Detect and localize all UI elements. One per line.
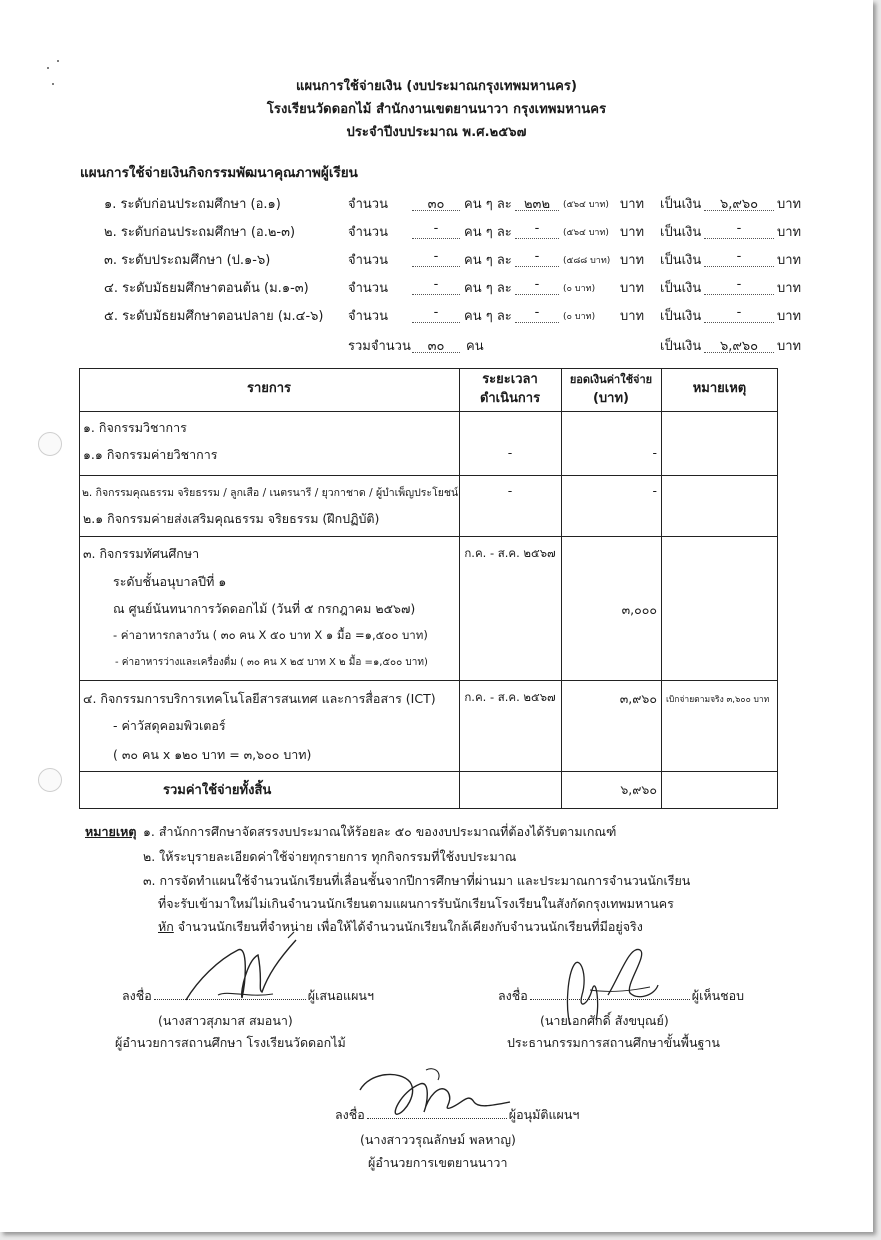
- note-item: ที่จะรับเข้ามาใหม่ไม่เกินจำนวนนักเรียนตามแผนการรับนักเรียนโรงเรียนในสังกัดกรุงเทพมหานคร: [158, 896, 674, 911]
- item-line: - ค่าอาหารกลางวัน ( ๓๐ คน X ๕๐ บาท X ๑ มื้อ =๑,๕๐๐ บาท): [113, 628, 428, 642]
- grand-total-label: รวมค่าใช้จ่ายทั้งสิ้น: [163, 783, 272, 798]
- item-line: - ค่าวัสดุคอมพิวเตอร์: [113, 718, 226, 733]
- item-line: ระดับชั้นอนุบาลปีที่ ๑: [113, 574, 227, 589]
- baht-label: บาท: [620, 253, 645, 268]
- signer-position-left: ผู้อำนวยการสถานศึกษา โรงเรียนวัดดอกไม้: [115, 1035, 346, 1050]
- level-amount: -: [704, 249, 774, 267]
- sign-prefix: ลงชื่อ: [498, 988, 528, 1003]
- total-count: ๓๐: [412, 335, 460, 353]
- totals-row: [0, 335, 873, 359]
- column-divider: [661, 368, 662, 809]
- item-line: ๒.๑ กิจกรรมค่ายส่งเสริมคุณธรรม จริยธรรม (ฝึกปฏิบัติ): [83, 511, 380, 526]
- persons-each-label: คน ๆ ละ: [464, 281, 512, 296]
- level-row: [0, 221, 873, 245]
- baht-label: บาท: [620, 309, 645, 324]
- section-title: แผนการใช้จ่ายเงินกิจกรรมพัฒนาคุณภาพผู้เรียน: [80, 165, 358, 181]
- role-suffix: ผู้เห็นชอบ: [691, 988, 745, 1003]
- level-count: -: [412, 249, 460, 267]
- role-suffix: ผู้อนุมัติแผนฯ: [508, 1107, 580, 1122]
- table-border: [79, 368, 80, 809]
- level-row: [0, 305, 873, 329]
- level-rate: -: [515, 249, 559, 267]
- header-budget-2: (บาท): [592, 391, 629, 406]
- baht-label: บาท: [620, 225, 645, 240]
- baht-label: บาท: [777, 225, 802, 240]
- level-row: [0, 193, 873, 217]
- signature-image-bottom: [350, 1062, 520, 1131]
- baht-label: บาท: [777, 281, 802, 296]
- item-line: - ค่าอาหารว่างและเครื่องดื่ม ( ๓๐ คน X ๒๕ บาท X ๒ มื้อ =๑,๕๐๐ บาท): [115, 657, 428, 668]
- role-suffix: ผู้เสนอแผนฯ: [307, 988, 374, 1003]
- signature-image-right: [530, 935, 670, 1039]
- item-period: -: [507, 445, 513, 460]
- signer-name-right: (นายเอกศักดิ์ สังขบุณย์): [540, 1013, 669, 1028]
- item-line: ๓. กิจกรรมทัศนศึกษา: [83, 546, 200, 561]
- item-period: -: [507, 483, 513, 498]
- level-name: ๔. ระดับมัธยมศึกษาตอนต้น (ม.๑-๓): [104, 281, 309, 296]
- level-rate-note: (๕๘๘ บาท): [563, 256, 611, 266]
- column-divider: [459, 368, 460, 809]
- baht-label: บาท: [777, 309, 802, 324]
- deduct-label: หัก: [158, 919, 174, 934]
- level-row: [0, 249, 873, 273]
- signer-position-right: ประธานกรรมการสถานศึกษาขั้นพื้นฐาน: [507, 1035, 720, 1050]
- level-rate: -: [515, 305, 559, 323]
- count-label: จำนวน: [348, 225, 388, 240]
- level-rate-note: (๕๖๔ บาท): [563, 200, 609, 210]
- level-count: -: [412, 221, 460, 239]
- column-divider: [561, 368, 562, 809]
- item-line: ๒. กิจกรรมคุณธรรม จริยธรรม / ลูกเสือ / เนตรนารี / ยุวกาชาด / ผู้บำเพ็ญประโยชน์: [82, 487, 459, 499]
- note-item: ๒. ให้ระบุรายละเอียดค่าใช้จ่ายทุกรายการ ทุกกิจกรรมที่ใช้งบประมาณ: [143, 849, 517, 864]
- item-budget: -: [652, 445, 657, 460]
- level-rate: ๒๓๒: [515, 193, 559, 211]
- signature-image-left: [178, 920, 308, 1019]
- baht-label: บาท: [620, 197, 645, 212]
- table-border: [79, 368, 778, 369]
- count-label: จำนวน: [348, 253, 388, 268]
- row-divider: [79, 475, 778, 476]
- table-border: [79, 808, 778, 809]
- level-name: ๑. ระดับก่อนประถมศึกษา (อ.๑): [104, 197, 281, 212]
- punch-hole-mark: [38, 768, 62, 792]
- item-budget: -: [652, 483, 657, 498]
- header-item: รายการ: [246, 381, 292, 396]
- item-line: ( ๓๐ คน x ๑๒๐ บาท = ๓,๖๐๐ บาท): [113, 747, 312, 762]
- item-line: ๑. กิจกรรมวิชาการ: [83, 420, 187, 435]
- count-label: จำนวน: [348, 197, 388, 212]
- row-divider: [79, 771, 778, 772]
- level-rate-note: (๐ บาท): [563, 312, 596, 322]
- punch-hole-mark: [38, 432, 62, 456]
- signer-position-bottom: ผู้อำนวยการเขตยานนาวา: [368, 1155, 508, 1170]
- row-divider: [79, 411, 778, 412]
- level-row: [0, 277, 873, 301]
- level-amount: -: [704, 277, 774, 295]
- amount-label: เป็นเงิน: [660, 225, 702, 240]
- grand-total-value: ๖,๙๖๐: [620, 782, 657, 797]
- header-line-3: ประจำปีงบประมาณ พ.ศ.๒๕๖๗: [346, 125, 527, 140]
- level-amount: -: [704, 305, 774, 323]
- item-line: ๑.๑ กิจกรรมค่ายวิชาการ: [83, 447, 218, 462]
- baht-label: บาท: [620, 281, 645, 296]
- item-line: ๔. กิจกรรมการบริการเทคโนโลยีสารสนเทศ และการสื่อสาร (ICT): [83, 691, 436, 706]
- sign-prefix: ลงชื่อ: [335, 1107, 365, 1122]
- header-period-2: ดำเนินการ: [479, 391, 541, 406]
- count-label: จำนวน: [348, 309, 388, 324]
- level-name: ๓. ระดับประถมศึกษา (ป.๑-๖): [104, 253, 271, 268]
- header-remark: หมายเหตุ: [692, 381, 747, 396]
- notes-label: หมายเหตุ: [85, 824, 137, 839]
- baht-label: บาท: [777, 339, 802, 354]
- row-divider: [79, 680, 778, 681]
- level-name: ๒. ระดับก่อนประถมศึกษา (อ.๒-๓): [104, 225, 296, 240]
- total-amount: ๖,๙๖๐: [704, 335, 774, 353]
- level-rate: -: [515, 221, 559, 239]
- item-remark: เบิกจ่ายตามจริง ๓,๖๐๐ บาท: [666, 695, 770, 705]
- baht-label: บาท: [777, 253, 802, 268]
- persons-each-label: คน ๆ ละ: [464, 197, 512, 212]
- level-amount: ๖,๙๖๐: [704, 193, 774, 211]
- level-count: -: [412, 277, 460, 295]
- level-rate-note: (๕๖๔ บาท): [563, 228, 609, 238]
- item-budget: ๓,๙๖๐: [619, 691, 657, 706]
- item-period: ก.ค. - ส.ค. ๒๕๖๗: [464, 546, 556, 560]
- item-line: ณ ศูนย์นันทนาการวัดดอกไม้ (วันที่ ๕ กรกฎาคม ๒๕๖๗): [113, 601, 416, 616]
- note-item: ๓. การจัดทำแผนใช้จำนวนนักเรียนที่เลื่อนชั้นจากปีการศึกษาที่ผ่านมา และประมาณการจำนวนนักเรียน: [143, 873, 691, 888]
- level-name: ๕. ระดับมัธยมศึกษาตอนปลาย (ม.๔-๖): [104, 309, 324, 324]
- table-border: [777, 368, 778, 809]
- scan-speck: [47, 67, 49, 69]
- level-count: ๓๐: [412, 193, 460, 211]
- scan-speck: [57, 60, 59, 62]
- signer-name-bottom: (นางสาววรุณลักษม์ พลหาญ): [360, 1132, 516, 1147]
- amount-label: เป็นเงิน: [660, 309, 702, 324]
- row-divider: [79, 536, 778, 537]
- baht-label: บาท: [777, 197, 802, 212]
- count-label: จำนวน: [348, 281, 388, 296]
- item-budget: ๓,๐๐๐: [621, 602, 657, 617]
- level-count: -: [412, 305, 460, 323]
- amount-label: เป็นเงิน: [660, 281, 702, 296]
- note-item: ๑. สำนักการศึกษาจัดสรรงบประมาณให้ร้อยละ ๕๐ ของงบประมาณที่ต้องได้รับตามเกณฑ์: [143, 824, 617, 839]
- item-period: ก.ค. - ส.ค. ๒๕๖๗: [464, 690, 556, 704]
- header-line-1: แผนการใช้จ่ายเงิน (งบประมาณกรุงเทพมหานคร): [295, 79, 578, 94]
- persons-each-label: คน ๆ ละ: [464, 253, 512, 268]
- amount-label: เป็นเงิน: [660, 253, 702, 268]
- deduct-text: จำนวนนักเรียนที่จำหน่าย เพื่อให้ได้จำนวนนักเรียนใกล้เคียงกับจำนวนนักเรียนที่มีอยู่จริง: [173, 919, 643, 934]
- level-rate: -: [515, 277, 559, 295]
- sign-prefix: ลงชื่อ: [122, 988, 152, 1003]
- persons-each-label: คน ๆ ละ: [464, 309, 512, 324]
- level-rate-note: (๐ บาท): [563, 284, 596, 294]
- amount-label: เป็นเงิน: [660, 339, 702, 354]
- persons-each-label: คน ๆ ละ: [464, 225, 512, 240]
- header-period-1: ระยะเวลา: [482, 372, 538, 387]
- signer-name-left: (นางสาวสุภมาส สมอนา): [158, 1013, 293, 1028]
- level-amount: -: [704, 221, 774, 239]
- header-line-2: โรงเรียนวัดดอกไม้ สำนักงานเขตยานนาวา กรุงเทพมหานคร: [266, 102, 607, 117]
- total-count-label: รวมจำนวน: [348, 339, 411, 354]
- header-budget-1: ยอดเงินค่าใช้จ่าย: [569, 373, 653, 386]
- persons-label: คน: [466, 339, 484, 354]
- amount-label: เป็นเงิน: [660, 197, 702, 212]
